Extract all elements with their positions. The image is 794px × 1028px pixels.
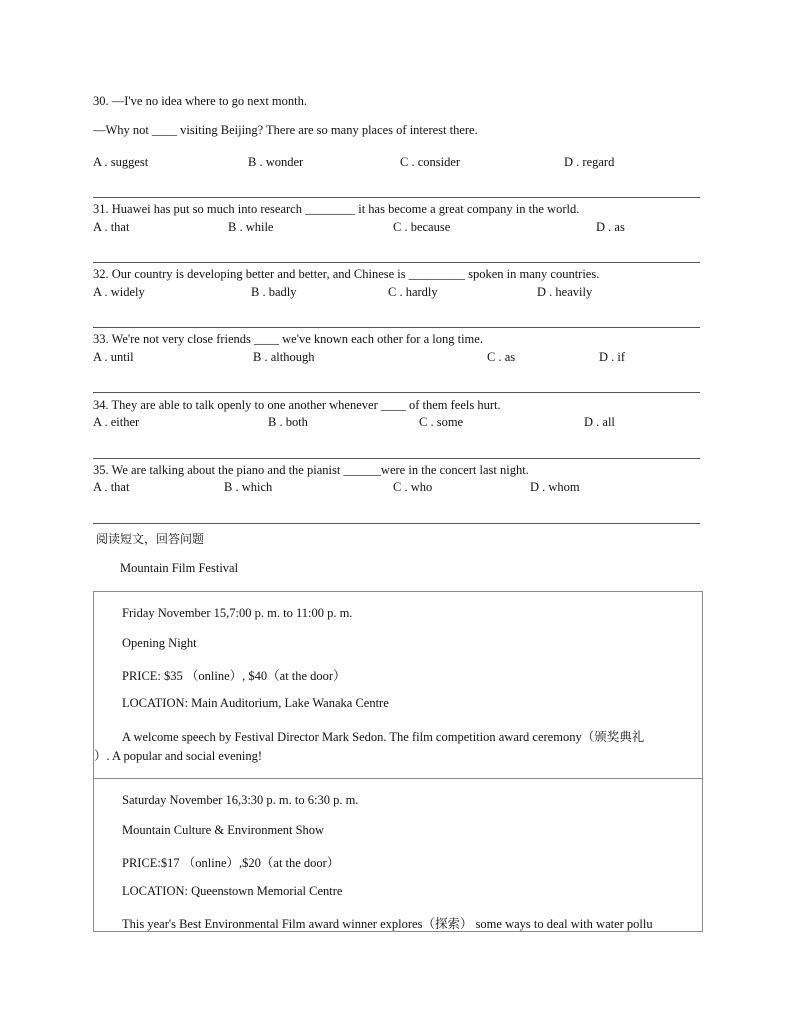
q34-option-d[interactable]: D . all xyxy=(584,415,615,429)
q32-option-c[interactable]: C . hardly xyxy=(388,285,438,299)
divider xyxy=(93,392,700,393)
q31-option-c[interactable]: C . because xyxy=(393,220,451,234)
divider xyxy=(93,458,700,459)
q32-stem: 32. Our country is developing better and better, and Chinese is _________ spoken in many countries. xyxy=(93,267,600,281)
q31-stem: 31. Huawei has put so much into research ________ it has become a great company in the world. xyxy=(93,202,580,216)
reading-instruction: 阅读短文，回答问题 xyxy=(96,532,205,546)
q30-option-d[interactable]: D . regard xyxy=(564,155,615,169)
q34-option-a[interactable]: A . either xyxy=(93,415,140,429)
q33-option-d[interactable]: D . if xyxy=(599,350,626,364)
q31-option-d[interactable]: D . as xyxy=(596,220,625,234)
q33-option-c[interactable]: C . as xyxy=(487,350,516,364)
event2-price: PRICE:$17 （online）,$20（at the door） xyxy=(122,856,340,870)
divider xyxy=(93,197,700,198)
q31-option-b[interactable]: B . while xyxy=(228,220,274,234)
q35-stem: 35. We are talking about the piano and the pianist ______were in the concert last night. xyxy=(93,463,529,477)
q34-option-c[interactable]: C . some xyxy=(419,415,464,429)
q33-option-b[interactable]: B . although xyxy=(253,350,315,364)
event1-description-line2: ）. A popular and social evening! xyxy=(94,749,263,763)
event1-name: Opening Night xyxy=(122,636,197,650)
divider xyxy=(93,523,700,524)
event1-location: LOCATION: Main Auditorium, Lake Wanaka Centre xyxy=(122,696,389,710)
q35-option-a[interactable]: A . that xyxy=(93,480,130,494)
reading-title: Mountain Film Festival xyxy=(120,561,239,575)
q35-option-c[interactable]: C . who xyxy=(393,480,433,494)
q33-stem: 33. We're not very close friends ____ we've known each other for a long time. xyxy=(93,332,483,346)
event2-name: Mountain Culture & Environment Show xyxy=(122,823,325,837)
event2-location: LOCATION: Queenstown Memorial Centre xyxy=(122,884,343,898)
q35-option-d[interactable]: D . whom xyxy=(530,480,580,494)
q35-option-b[interactable]: B . which xyxy=(224,480,273,494)
q30-option-a[interactable]: A . suggest xyxy=(93,155,149,169)
table-row-divider xyxy=(93,778,703,779)
q34-option-b[interactable]: B . both xyxy=(268,415,308,429)
q32-option-d[interactable]: D . heavily xyxy=(537,285,593,299)
q32-option-b[interactable]: B . badly xyxy=(251,285,297,299)
event2-time: Saturday November 16,3:30 p. m. to 6:30 p. m. xyxy=(122,793,359,807)
event1-description-line1: A welcome speech by Festival Director Mark Sedon. The film competition award ceremony（颁奖典礼 xyxy=(122,730,645,744)
q30-line1: 30. —I've no idea where to go next month. xyxy=(93,94,308,108)
q30-option-c[interactable]: C . consider xyxy=(400,155,461,169)
q32-option-a[interactable]: A . widely xyxy=(93,285,145,299)
event1-time: Friday November 15,7:00 p. m. to 11:00 p. m. xyxy=(122,606,353,620)
q33-option-a[interactable]: A . until xyxy=(93,350,134,364)
q30-option-b[interactable]: B . wonder xyxy=(248,155,304,169)
q31-option-a[interactable]: A . that xyxy=(93,220,130,234)
q34-stem: 34. They are able to talk openly to one another whenever ____ of them feels hurt. xyxy=(93,398,501,412)
event1-price: PRICE: $35 （online）, $40（at the door） xyxy=(122,669,346,683)
event2-description-line1: This year's Best Environmental Film award winner explores（探索） some ways to deal with water pollu xyxy=(122,917,653,931)
q30-line2: —Why not ____ visiting Beijing? There are so many places of interest there. xyxy=(93,123,478,137)
divider xyxy=(93,327,700,328)
divider xyxy=(93,262,700,263)
